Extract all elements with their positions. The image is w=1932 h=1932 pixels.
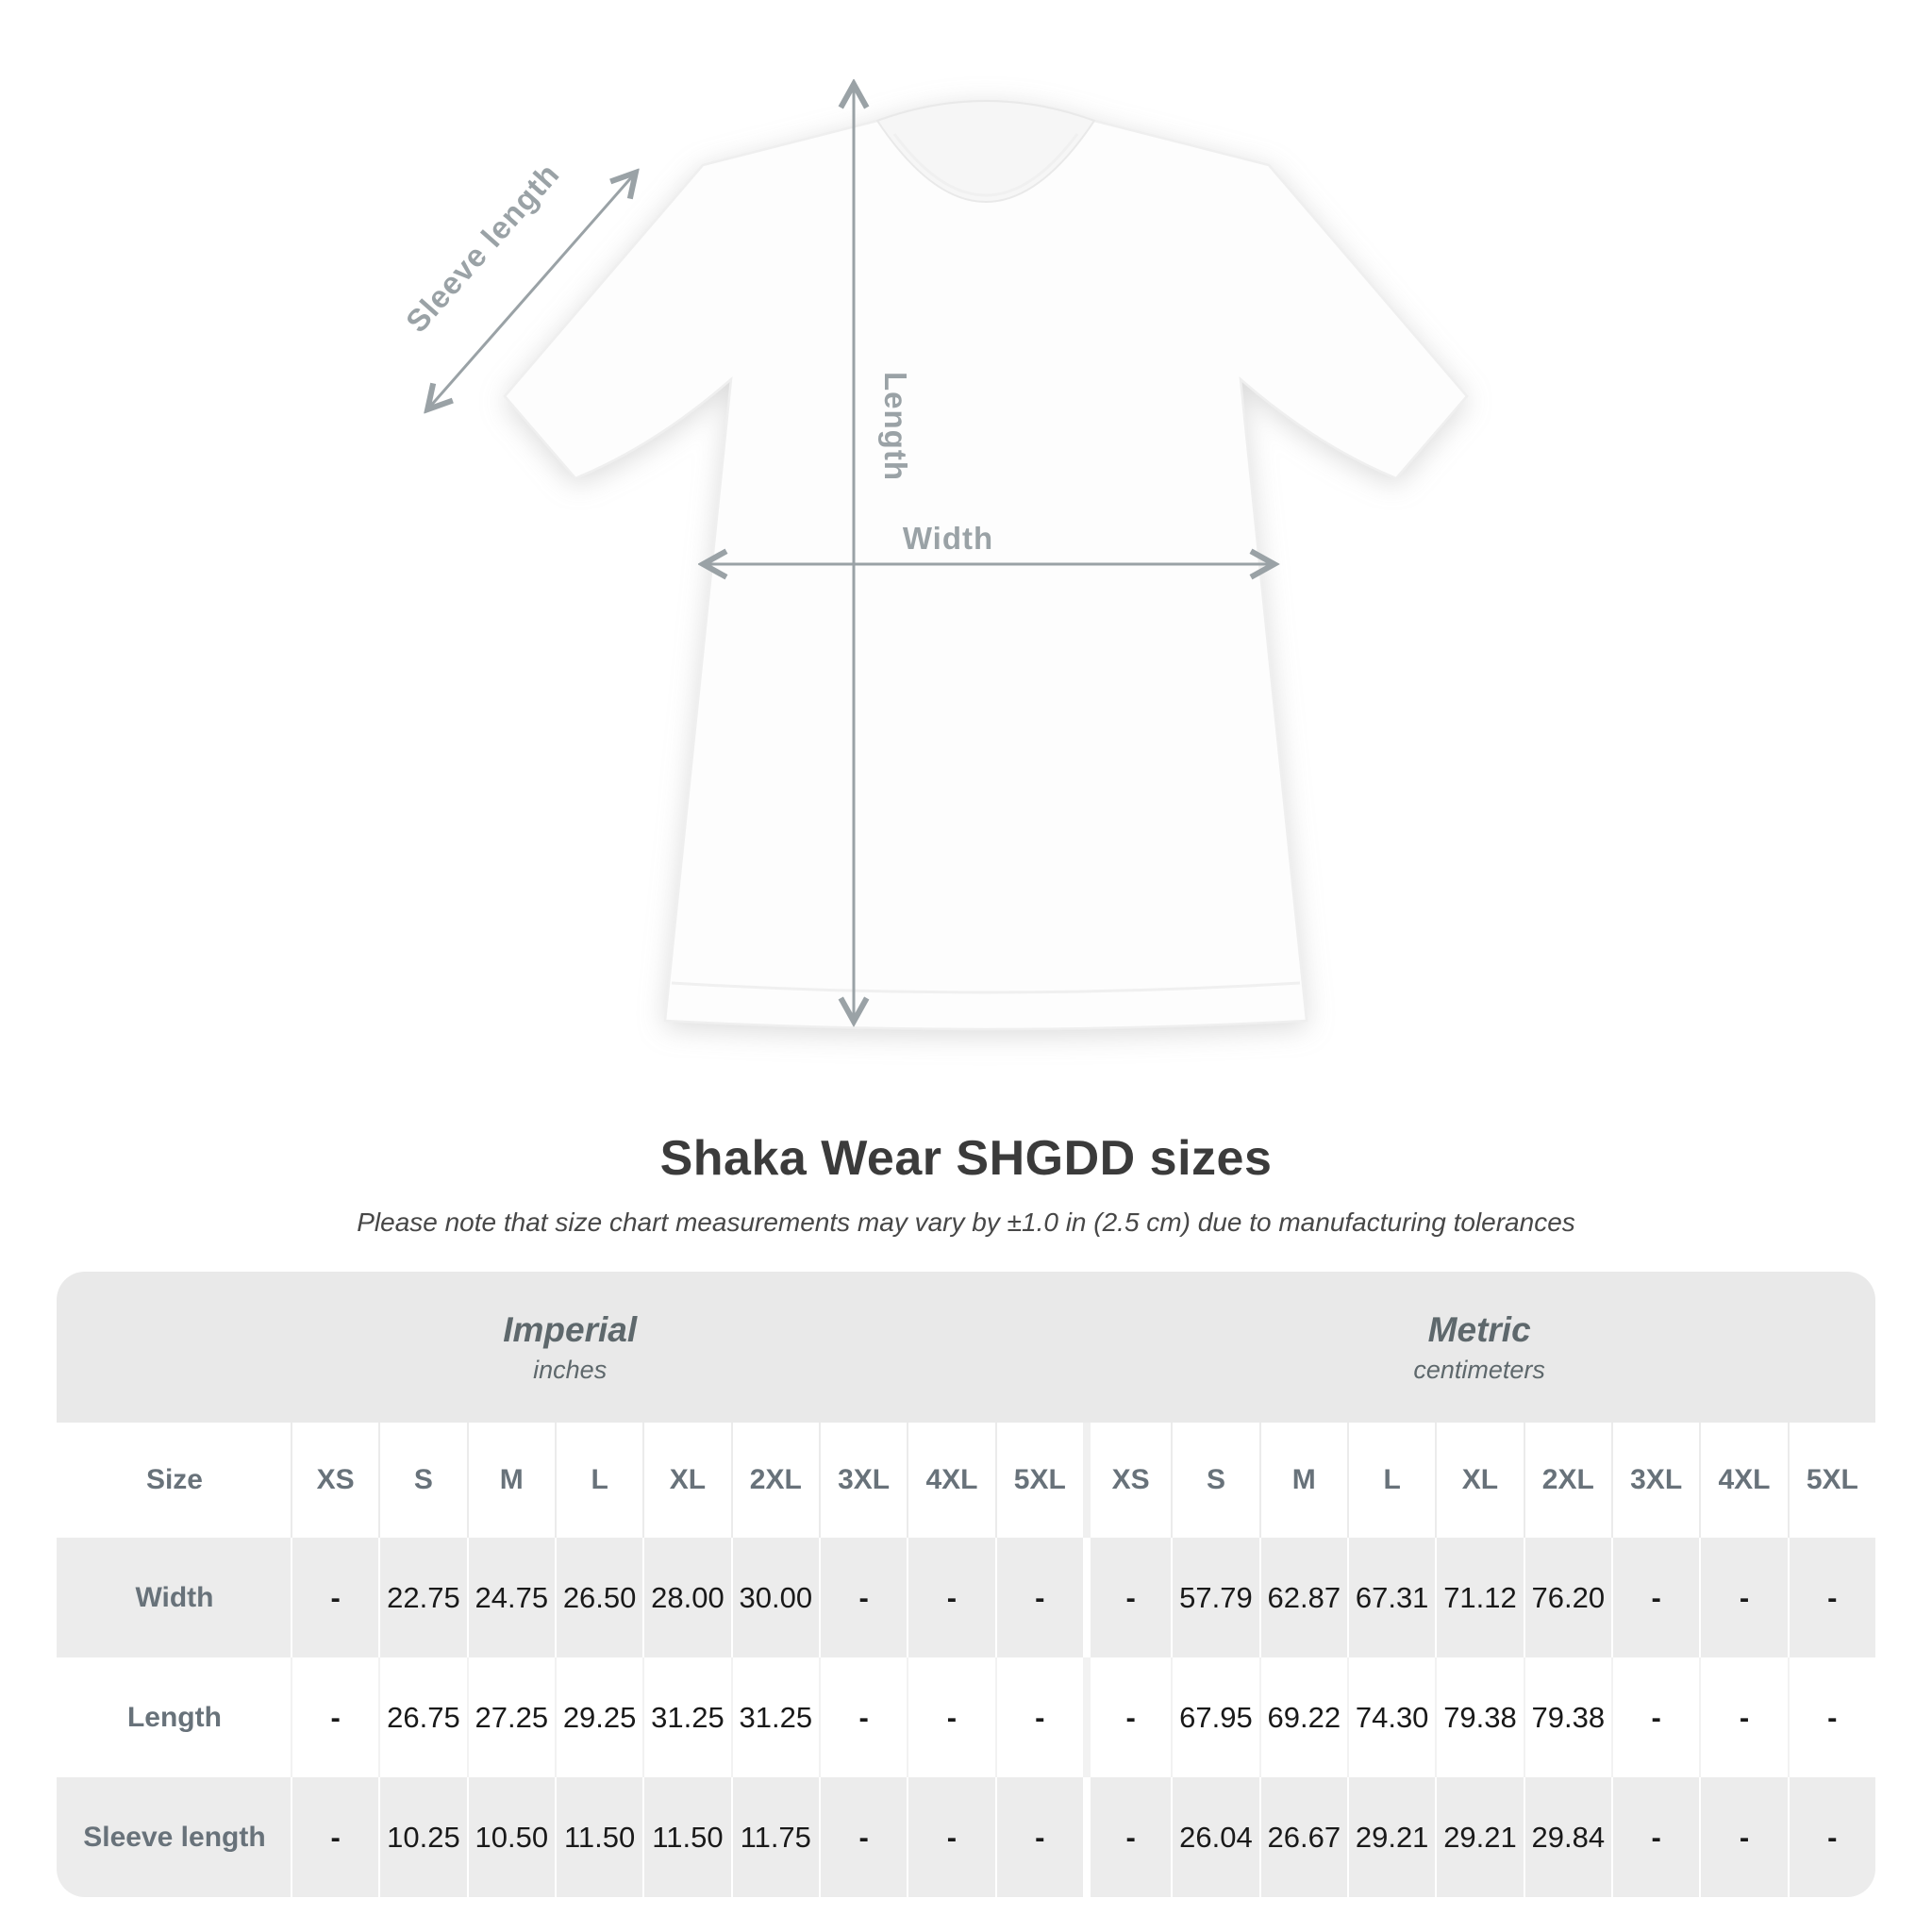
value-cell-metric: 67.31 bbox=[1347, 1538, 1435, 1657]
value-cell-imperial: 26.50 bbox=[555, 1538, 642, 1657]
length-label: Length bbox=[878, 372, 913, 481]
value-cell-metric: - bbox=[1788, 1657, 1875, 1777]
value-cell-imperial: 30.00 bbox=[731, 1538, 819, 1657]
value-cell-imperial: - bbox=[291, 1538, 378, 1657]
value-cell-metric: 69.22 bbox=[1259, 1657, 1347, 1777]
size-header-row bbox=[57, 1423, 1875, 1538]
table-body bbox=[57, 1538, 1875, 1897]
size-col-header-imperial-s: S bbox=[378, 1423, 466, 1538]
value-cell-metric: - bbox=[1699, 1538, 1787, 1657]
value-cell-metric: 79.38 bbox=[1524, 1657, 1611, 1777]
size-col-header-imperial-4xl: 4XL bbox=[907, 1423, 994, 1538]
value-cell-metric: - bbox=[1699, 1657, 1787, 1777]
value-cell-metric: 67.95 bbox=[1171, 1657, 1258, 1777]
value-cell-imperial: - bbox=[995, 1538, 1083, 1657]
metric-sublabel: centimeters bbox=[1413, 1355, 1545, 1384]
table-row-width bbox=[57, 1538, 1875, 1657]
metric-label: Metric bbox=[1427, 1309, 1531, 1349]
value-cell-metric: - bbox=[1611, 1657, 1699, 1777]
value-cell-imperial: - bbox=[291, 1657, 378, 1777]
size-col-header-metric-m: M bbox=[1259, 1423, 1347, 1538]
value-cell-imperial: - bbox=[995, 1777, 1083, 1897]
width-label: Width bbox=[902, 521, 994, 556]
row-label: Width bbox=[135, 1581, 214, 1613]
value-cell-imperial: 28.00 bbox=[642, 1538, 730, 1657]
size-col-header-metric-2xl: 2XL bbox=[1524, 1423, 1611, 1538]
value-cell-imperial: - bbox=[907, 1657, 994, 1777]
size-col-header-metric-xl: XL bbox=[1435, 1423, 1523, 1538]
size-col-header-metric-4xl: 4XL bbox=[1699, 1423, 1787, 1538]
size-col-header-imperial-3xl: 3XL bbox=[819, 1423, 907, 1538]
imperial-unit-header bbox=[57, 1272, 1083, 1423]
size-col-header-imperial-2xl: 2XL bbox=[731, 1423, 819, 1538]
size-column-title: Size bbox=[145, 1464, 203, 1495]
value-cell-metric: 26.67 bbox=[1259, 1777, 1347, 1897]
size-col-header-metric-3xl: 3XL bbox=[1611, 1423, 1699, 1538]
value-cell-metric: 29.21 bbox=[1347, 1777, 1435, 1897]
sleeve-length-label: Sleeve length bbox=[398, 156, 567, 340]
value-cell-metric: 29.21 bbox=[1435, 1777, 1523, 1897]
value-cell-metric: 26.04 bbox=[1171, 1777, 1258, 1897]
value-cell-metric: 29.84 bbox=[1524, 1777, 1611, 1897]
value-cell-imperial: 11.75 bbox=[731, 1777, 819, 1897]
size-col-header-metric-l: L bbox=[1347, 1423, 1435, 1538]
value-cell-imperial: 10.50 bbox=[467, 1777, 555, 1897]
size-col-header-metric-s: S bbox=[1171, 1423, 1258, 1538]
table-row-length bbox=[57, 1657, 1875, 1777]
value-cell-imperial: 22.75 bbox=[378, 1538, 466, 1657]
unit-band bbox=[57, 1272, 1875, 1423]
row-label: Sleeve length bbox=[83, 1821, 266, 1853]
value-cell-imperial: - bbox=[995, 1657, 1083, 1777]
size-col-header-imperial-5xl: 5XL bbox=[995, 1423, 1083, 1538]
size-col-header-metric-5xl: 5XL bbox=[1788, 1423, 1875, 1538]
size-col-header-metric-xs: XS bbox=[1083, 1423, 1171, 1538]
value-cell-imperial: 27.25 bbox=[467, 1657, 555, 1777]
value-cell-imperial: 31.25 bbox=[731, 1657, 819, 1777]
size-col-header-imperial-xs: XS bbox=[291, 1423, 378, 1538]
size-col-header-imperial-xl: XL bbox=[642, 1423, 730, 1538]
value-cell-metric: - bbox=[1611, 1538, 1699, 1657]
value-cell-metric: - bbox=[1083, 1538, 1171, 1657]
size-table bbox=[57, 1272, 1875, 1897]
value-cell-imperial: 26.75 bbox=[378, 1657, 466, 1777]
value-cell-metric: 57.79 bbox=[1171, 1538, 1258, 1657]
tolerance-note: Please note that size chart measurements may vary by ±1.0 in (2.5 cm) due to manufacturing tolerances bbox=[357, 1208, 1575, 1237]
value-cell-imperial: 29.25 bbox=[555, 1657, 642, 1777]
size-col-header-imperial-l: L bbox=[555, 1423, 642, 1538]
value-cell-imperial: - bbox=[291, 1777, 378, 1897]
page-title: Shaka Wear SHGDD sizes bbox=[659, 1131, 1273, 1186]
value-cell-imperial: - bbox=[907, 1538, 994, 1657]
imperial-label: Imperial bbox=[503, 1309, 638, 1349]
value-cell-imperial: - bbox=[819, 1657, 907, 1777]
value-cell-metric: 71.12 bbox=[1435, 1538, 1523, 1657]
value-cell-metric: - bbox=[1788, 1538, 1875, 1657]
value-cell-metric: 76.20 bbox=[1524, 1538, 1611, 1657]
size-col-header-imperial-m: M bbox=[467, 1423, 555, 1538]
value-cell-metric: - bbox=[1083, 1657, 1171, 1777]
value-cell-metric: 62.87 bbox=[1259, 1538, 1347, 1657]
metric-unit-header bbox=[1083, 1272, 1875, 1423]
value-cell-imperial: - bbox=[907, 1777, 994, 1897]
value-cell-imperial: 10.25 bbox=[378, 1777, 466, 1897]
value-cell-imperial: 24.75 bbox=[467, 1538, 555, 1657]
value-cell-metric: - bbox=[1788, 1777, 1875, 1897]
value-cell-imperial: - bbox=[819, 1777, 907, 1897]
value-cell-imperial: 11.50 bbox=[642, 1777, 730, 1897]
row-label: Length bbox=[126, 1701, 222, 1733]
value-cell-imperial: 31.25 bbox=[642, 1657, 730, 1777]
imperial-sublabel: inches bbox=[533, 1355, 608, 1384]
value-cell-metric: 79.38 bbox=[1435, 1657, 1523, 1777]
value-cell-metric: - bbox=[1611, 1777, 1699, 1897]
table-row-sleeve-length bbox=[57, 1777, 1875, 1897]
value-cell-metric: - bbox=[1699, 1777, 1787, 1897]
value-cell-metric: - bbox=[1083, 1777, 1171, 1897]
value-cell-metric: 74.30 bbox=[1347, 1657, 1435, 1777]
value-cell-imperial: 11.50 bbox=[555, 1777, 642, 1897]
value-cell-imperial: - bbox=[819, 1538, 907, 1657]
